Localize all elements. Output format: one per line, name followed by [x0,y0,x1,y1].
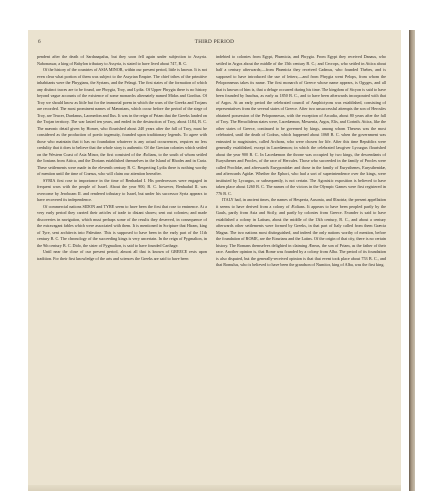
paragraph: ITALY had, in ancient times, the names of Hesperia, Ausonia, and Œnotria; the present appellation it seems to have derived from a colony of Æolians. It appears to have been peopled partly by the Gauls, partly from Asia and Sicily, and partly by colonies from Greece. Evander is said to have established a colony in Latium, about the middle of the 13th century, B. C., and about a century afterwards other settlements were formed by Greeks, in that part of Italy called from them Græcia Magna. The two nations most distinguished, and indeed the only nations worthy of mention, before the foundation of ROME, are the Etrurians and the Latins. Of the origin of that city, there is no certain history. The Romans themselves delighted in claiming Æneas, the son of Priam, as the father of their race. Another opinion is, that Rome was founded by a colony from Alba. The period of its foundation is also disputed, but the generally-received opinion is that that event took place about 753 B. C., and that Romulus, who is believed to have been the grandson of Numitor, king of Alba, was the first king. [216,197,386,267]
paragraph: Of the history of the countries of ASIA MINOR, within our present period, little is known. It is not even clear what portion of them was subject to the Assyrian Empire. The chief tribes of the primitive inhabitants were the Phrygians, the Syrians, and the Pelasgi. The first states of the formation of which any distinct traces are to be found, are Phrygia, Troy, and Lydia. Of Upper Phrygia there is no history beyond vague accounts of the existence of some monarchs alternately named Midas and Gordius. Of Troy we should know as little but for the immortal poem in which the wars of the Greeks and Trojans are recorded. The most prominent names of Mæonians, which occur before the period of the siege of Troy, are Teucer, Dardanus, Laomedon and Ilus. It was in the reign of Priam that the Greeks landed on the Trojan territory. The war lasted ten years, and ended in the destruction of Troy, about 1184, B. C. The mæonic detail given by Homer, who flourished about 240 years after the fall of Troy, must be considered as the production of poetic ingenuity, founded upon traditionary legends. To agree with those who maintain that it has no foundation whatever is any actual occurrences, requires no less credulity that it does to believe that the whole story is authentic. Of the Grecian colonies which settled on the Western Coast of Asia Minor, the first consisted of the Æolians, to the south of whom settled the Ionians from Attica, and the Dorians established themselves in the Island of Rhodes and in Caria. These settlements were made in the eleventh century B. C. Respecting Lydia there is nothing worthy of mention until the time of Crœsus, who will claim our attention hereafter. [37,67,207,176]
page-number: 6 [38,39,41,45]
right-text-column [216,54,386,474]
left-text-column [37,54,207,474]
paragraph: SYRIA first rose to importance in the time of Benhadad I. His predecessors were engaged in frequent wars with the people of Israel. About the year 900, B. C. however, Benhadad II. was overcome by Jeroboam II. and rendered tributary to Israel, but under his successor Syria appears to have recovered its independence. [37,177,207,202]
running-head: THIRD PERIOD [194,39,235,45]
book-spine [409,30,415,491]
paragraph: pendent after the death of Sardanapalus, but they soon fell again under subjection to Assyria. Nabonassar, a king of Babylon tributary to Assyria, is stated to have lived about 747, B. C. [37,54,207,66]
paragraph: indebted to colonies from Egypt, Phœnicia, and Phrygia. From Egypt they received Danaus, who settled in Argos about the middle of the 15th century B. C.; and Cecrops, who settled in Attica about half a century afterwards;—from Phœnicia they received Cadmus, who founded Thebes, and is supposed to have introduced the use of letters;—and from Phrygia went Pelops, from whom the Peloponnesus takes its name. The first monarch of Greece whose name appears, is Ogyges, and all that is known of him is, that a deluge occurred during his time. The kingdom of Sicyon is said to have been founded by Inachus, as early as 1850 B. C., and to have been afterwards incorporated with that of Argos. At an early period the celebrated council of Amphictyons was established, consisting of representatives from the several states of Greece. After two unsuccessful attempts the son of Hercules obtained possession of the Peloponnesus, with the exception of Arcadia, about 80 years after the fall of Troy. The Heraclidean states were, Lacedæmon, Messenia, Argos, Elis, and Corinth. Attica, like the other states of Greece, continued to be governed by kings, among whom Theseus was the most celebrated, until the death of Codrus, which happened about 1068 B. C. when the government was entrusted to magistrates, called Archons, who were chosen for life. After this time Republics were generally established, except in Lacedæmon; in which the celebrated lawgiver Lycurgus flourished about the year 900 B. C. In Lacedæmon the throne was occupied by two kings, the descendants of Eurysthenes and Procles, of the race of Hercules. Those who succeeded in the family of Procles were called Proclidæ, and afterwards Eurypontidæ: and those in the family of Eurysthenes, Eurysthenidæ, and afterwards Agidæ. Whether the Ephori, who had a sort of superintendence over the kings, were instituted by Lycurgus, or subsequently, is not certain. The Agonistic exposition is believed to have taken place about 1260 B. C. The names of the victors in the Olympic Games were first registered in 776 B. C. [216,54,386,196]
paragraph: Until near the close of our present period, almost all that is known of GREECE rests upon tradition. For their first knowledge of the arts and sciences the Greeks are said to have been [37,249,207,261]
paragraph: Of commercial nations SIDON and TYRE seem to have been the first that rose to eminence. At a very early period they carried their articles of trade to distant shores; sent out colonies; and made discoveries in navigation, which must perhaps some of the results they deserved, in consequence of the extravagant fables which were associated with them. It is mentioned in Scripture that Hiram, king of Tyre, sent architects into Palestine. This is supposed to have been in the early part of the 11th century B. C. The chronology of the succeeding kings is very uncertain. In the reign of Pygmalion, in the 9th century B. C. Dido, the sister of Pygmalion, is said to have founded Carthage. [37,203,207,248]
page-header [38,39,391,48]
book-page [28,30,401,491]
